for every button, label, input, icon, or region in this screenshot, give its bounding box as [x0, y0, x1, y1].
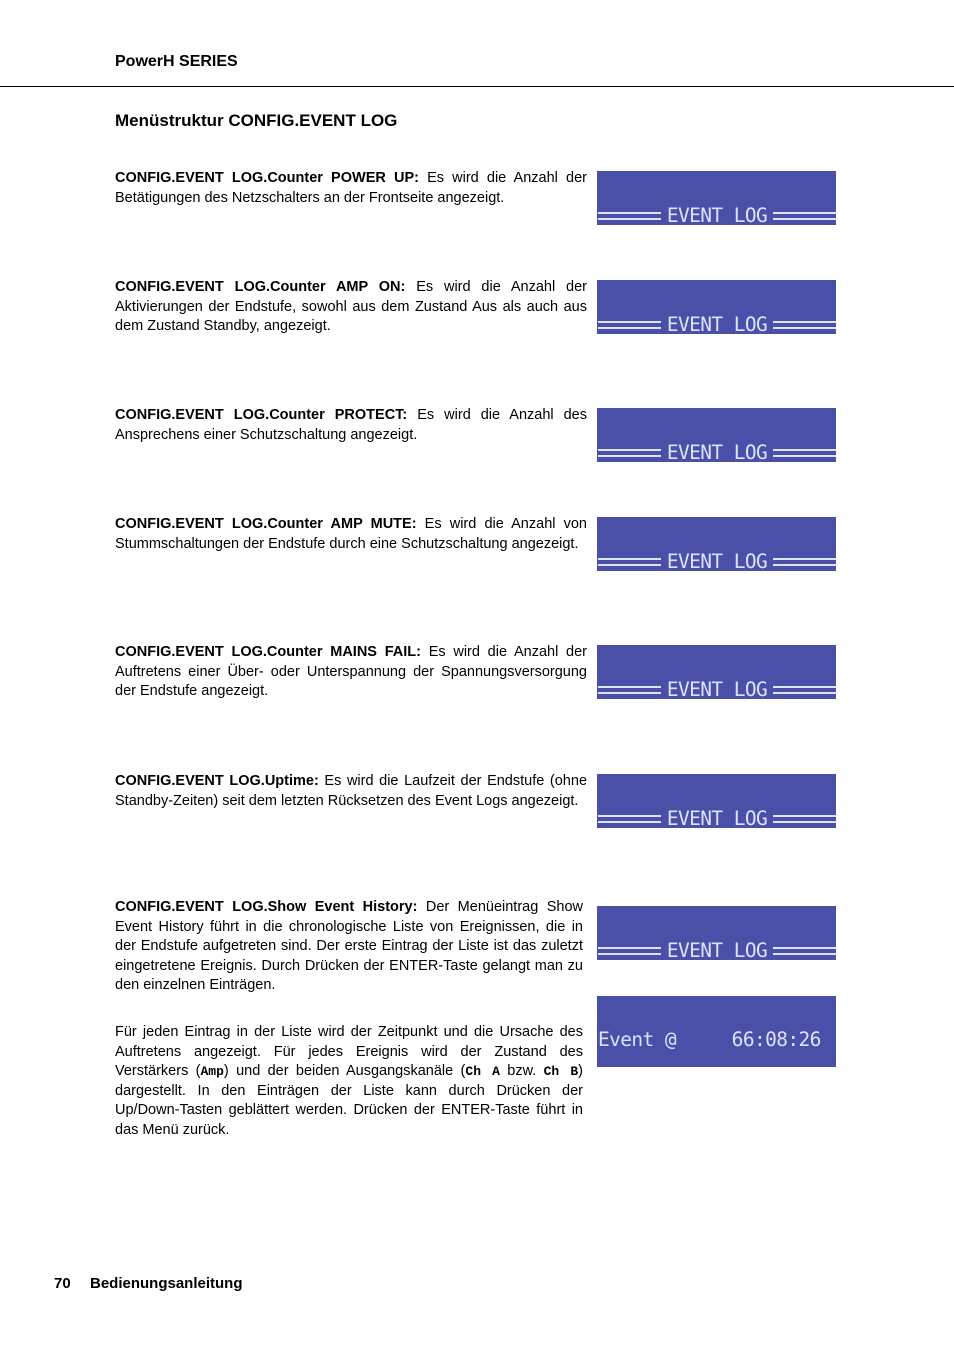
header-divider — [0, 86, 954, 87]
lcd-counter-power-up — [597, 171, 836, 225]
lcd-title: EVENT LOG — [666, 938, 768, 960]
lcd-counter-amp-mute — [597, 517, 836, 571]
entry-term: CONFIG.EVENT LOG.Counter AMP MUTE: — [115, 516, 417, 532]
lcd-bar — [598, 558, 661, 566]
detail-part: ) und der beiden Ausgangskanäle ( — [223, 1063, 466, 1079]
entry-desc: Es wird die Anzahl des Ansprechens einer Schutzschaltung angezeigt. — [115, 407, 587, 443]
lcd-title: EVENT LOG — [666, 806, 768, 828]
lcd-bar — [598, 212, 661, 220]
code-ch-a: Ch A — [465, 1064, 500, 1079]
lcd-bar — [598, 815, 661, 823]
detail-part: ) dargestellt. In den Einträgen der Liste kann durch Drücken der Up/Down-Tasten geblättert werden. Drücken der ENTER-Taste führt in das Menü zurück. — [115, 1063, 583, 1138]
lcd-counter-amp-on — [597, 280, 836, 334]
entry-desc: Es wird die Anzahl der Auftretens einer Über- oder Unterspannung der Spannungsversorgung der Endstufe angezeigt. — [115, 644, 587, 699]
header-series-title: PowerH SERIES — [115, 53, 238, 70]
footer-label: Bedienungsanleitung — [90, 1275, 243, 1292]
lcd-title: EVENT LOG — [666, 203, 768, 225]
lcd-bar — [598, 449, 661, 457]
lcd-bar — [773, 815, 836, 823]
lcd-counter-mains-fail — [597, 645, 836, 699]
entry-mains-fail-text — [115, 643, 587, 702]
entry-term: CONFIG.EVENT LOG.Counter POWER UP: — [115, 170, 419, 186]
code-amp: Amp — [200, 1064, 224, 1079]
entry-desc: Es wird die Anzahl der Aktivierungen der Endstufe, sowohl aus dem Zustand Aus als auch aus dem Zustand Standby, angezeigt. — [115, 279, 587, 334]
detail-part: bzw. — [499, 1063, 544, 1079]
entry-desc: Es wird die Laufzeit der Endstufe (ohne Standby-Zeiten) seit dem letzten Rücksetzen des Event Logs angezeigt. — [115, 773, 588, 809]
entry-desc: Der Menüeintrag Show Event History führt in die chronologische Liste von Ereignissen, die in der Endstufe aufgetreten sind. Der erste Eintrag der Liste ist das zuletzt eingetretene Ereignis. Durch Drücken der ENTER-Taste gelangt man zu den einzelnen Einträgen. — [115, 899, 583, 993]
entry-protect-text — [115, 406, 587, 445]
section-title: Menüstruktur CONFIG.EVENT LOG — [115, 111, 398, 130]
lcd-title: EVENT LOG — [666, 677, 768, 699]
lcd-title: EVENT LOG — [666, 440, 768, 462]
lcd-bar — [598, 686, 661, 694]
lcd-bar — [773, 947, 836, 955]
lcd-uptime — [597, 774, 836, 828]
lcd-title: EVENT LOG — [666, 312, 768, 334]
lcd-event-entry — [597, 996, 836, 1067]
entry-uptime-text — [115, 772, 587, 811]
entry-term: CONFIG.EVENT LOG.Counter AMP ON: — [115, 279, 406, 295]
lcd-bar — [773, 686, 836, 694]
lcd-bar — [773, 212, 836, 220]
event-history-detail-text — [115, 1023, 583, 1140]
entry-amp-on-text — [115, 278, 587, 337]
entry-desc: Es wird die Anzahl von Stummschaltungen der Endstufe durch eine Schutzschaltung angezeigt. — [115, 516, 587, 552]
entry-term: CONFIG.EVENT LOG.Counter MAINS FAIL: — [115, 644, 421, 660]
entry-term: CONFIG.EVENT LOG.Show Event History: — [115, 899, 418, 915]
lcd-bar — [773, 449, 836, 457]
lcd-bar — [598, 321, 661, 329]
code-ch-b: Ch B — [543, 1064, 579, 1079]
entry-event-history-text — [115, 898, 583, 996]
entry-term: CONFIG.EVENT LOG.Counter PROTECT: — [115, 407, 408, 423]
lcd-counter-protect — [597, 408, 836, 462]
lcd-title: EVENT LOG — [666, 549, 768, 571]
detail-part: Für jeden Eintrag in der Liste wird der Zeitpunkt und die Ursache des Auftretens angezeigt. Für jedes Ereignis wird der Zustand des Verstärkers ( — [115, 1024, 583, 1079]
entry-power-up-text — [115, 169, 587, 208]
lcd-show-event-history — [597, 906, 836, 960]
lcd-bar — [773, 558, 836, 566]
page-number: 70 — [54, 1275, 71, 1292]
entry-term: CONFIG.EVENT LOG.Uptime: — [115, 773, 319, 789]
lcd-bar — [598, 947, 661, 955]
entry-amp-mute-text — [115, 515, 587, 554]
entry-desc: Es wird die Anzahl der Betätigungen des Netzschalters an der Frontseite angezeigt. — [115, 170, 587, 206]
lcd-line: Event @ 66:08:26 — [598, 1028, 821, 1051]
lcd-bar — [773, 321, 836, 329]
